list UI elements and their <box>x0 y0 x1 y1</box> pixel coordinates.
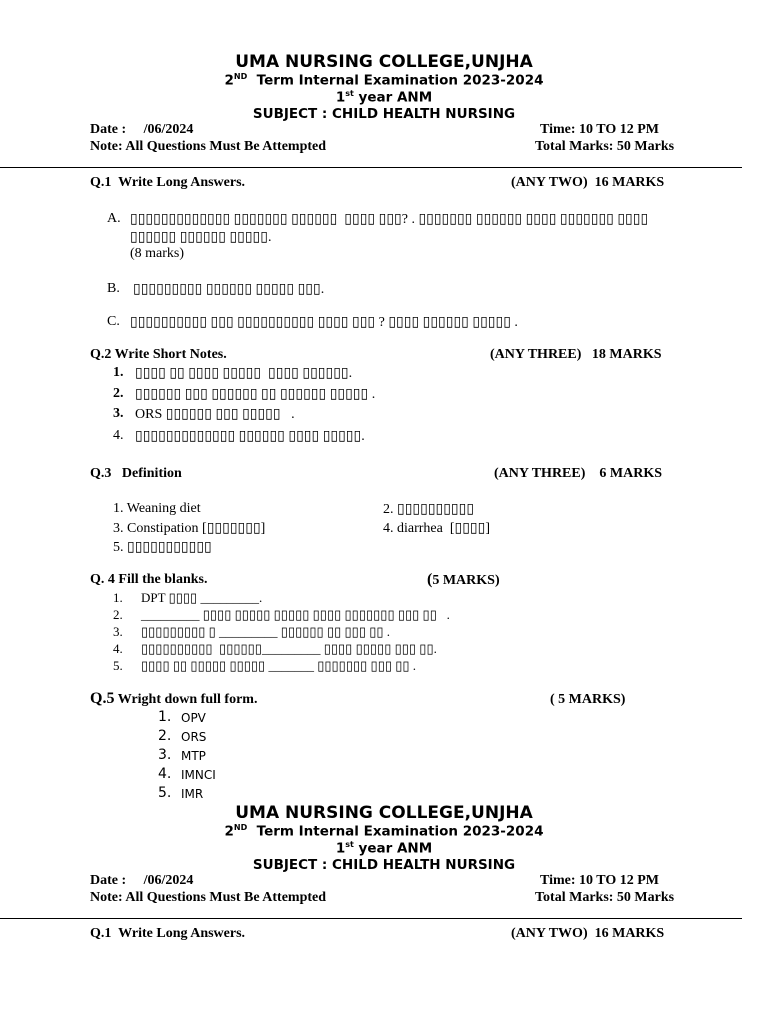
q4-title: Q. 4 Fill the blanks. <box>90 572 208 587</box>
q4-item-2-num: 2. <box>113 607 123 622</box>
q5-item-4-num: 4. <box>158 766 172 782</box>
q4-item-5-text: ▯▯▯▯ ▯▯ ▯▯▯▯▯ ▯▯▯▯▯ _______ ▯▯▯▯▯▯▯ ▯▯▯ ▯▯ . <box>141 658 417 673</box>
q1-item-c-label: C. <box>107 314 120 329</box>
year-text-2: year ANM <box>353 840 433 857</box>
q5-item-3-text: MTP <box>181 749 206 763</box>
q4-item-4-num: 4. <box>113 641 123 656</box>
q5-title-text: Wright down full form. <box>114 692 258 707</box>
year-line <box>0 89 768 106</box>
q5-number: Q.5 <box>90 690 115 707</box>
q1-item-a-marks: (8 marks) <box>130 246 185 261</box>
q5-item-1-num: 1. <box>158 709 172 725</box>
year-superscript: st <box>345 89 354 98</box>
q1-item-a-text: ▯▯▯▯▯▯▯▯▯▯▯▯▯ ▯▯▯▯▯▯▯ ▯▯▯▯▯▯ ▯▯▯▯ ▯▯▯? . ▯▯▯▯▯▯▯ ▯▯▯▯▯▯ ▯▯▯▯ ▯▯▯▯▯▯▯ ▯▯▯▯ <box>130 212 649 227</box>
q1-marks: (ANY TWO) 16 MARKS <box>511 175 665 190</box>
q2-item-2-num: 2. <box>113 386 124 401</box>
q4-item-4-text: ▯▯▯▯▯▯▯▯▯▯ ▯▯▯▯▯▯_________ ▯▯▯▯ ▯▯▯▯▯ ▯▯▯ ▯▯. <box>141 641 437 656</box>
q1-item-b-label: B. <box>107 281 120 296</box>
term-line-2 <box>0 823 768 840</box>
q4-item-3-text: ▯▯▯▯▯▯▯▯▯ ▯ _________ ▯▯▯▯▯▯ ▯▯ ▯▯▯ ▯▯ . <box>141 624 391 639</box>
q1-title-2: Q.1 Write Long Answers. <box>90 926 246 941</box>
q3-title: Q.3 Definition <box>90 466 182 481</box>
term-number: 2 <box>224 72 234 89</box>
exam-date: Date : /06/2024 <box>90 122 194 137</box>
year-text: year ANM <box>353 89 433 106</box>
q5-marks: ( 5 MARKS) <box>550 692 626 707</box>
term-superscript: ND <box>233 72 248 81</box>
q4-item-3-num: 3. <box>113 624 123 639</box>
q5-item-4-text: IMNCI <box>181 768 216 782</box>
q4-item-2-text: _________ ▯▯▯▯ ▯▯▯▯▯ ▯▯▯▯▯ ▯▯▯▯ ▯▯▯▯▯▯▯ ▯▯▯ ▯▯ . <box>141 607 450 622</box>
q4-item-1-num: 1. <box>113 590 123 605</box>
header-divider <box>0 167 742 168</box>
q2-item-4-text: ▯▯▯▯▯▯▯▯▯▯▯▯▯ ▯▯▯▯▯▯ ▯▯▯▯ ▯▯▯▯▯. <box>135 429 365 444</box>
q1-item-b-text: ▯▯▯▯▯▯▯▯▯ ▯▯▯▯▯▯ ▯▯▯▯▯ ▯▯▯. <box>133 282 325 297</box>
total-marks: Total Marks: 50 Marks <box>535 139 675 154</box>
year-number: 1 <box>335 89 346 106</box>
year-number-2: 1 <box>335 840 346 857</box>
q5-title <box>90 690 257 708</box>
college-title-2: UMA NURSING COLLEGE,UNJHA <box>235 803 533 823</box>
college-title: UMA NURSING COLLEGE,UNJHA <box>235 52 533 72</box>
q3-item-4: 4. diarrhea [▯▯▯▯] <box>383 521 490 536</box>
q1-item-a-text-cont: ▯▯▯▯▯▯ ▯▯▯▯▯▯ ▯▯▯▯▯. <box>130 230 272 245</box>
q2-item-1-num: 1. <box>113 365 124 380</box>
q4-marks-text: 5 MARKS) <box>432 573 500 588</box>
q2-item-3-num: 3. <box>113 406 124 421</box>
term-text-2: Term Internal Examination 2023-2024 <box>247 823 544 840</box>
header-divider-2 <box>0 918 742 919</box>
q5-item-5-num: 5. <box>158 785 172 801</box>
subject-line: SUBJECT : CHILD HEALTH NURSING <box>252 106 516 122</box>
total-marks-2: Total Marks: 50 Marks <box>535 890 675 905</box>
q3-item-3: 3. Constipation [▯▯▯▯▯▯▯] <box>113 521 266 536</box>
q2-item-2-text: ▯▯▯▯▯▯ ▯▯▯ ▯▯▯▯▯▯ ▯▯ ▯▯▯▯▯▯ ▯▯▯▯▯ . <box>135 387 376 402</box>
term-line <box>0 72 768 89</box>
term-text: Term Internal Examination 2023-2024 <box>247 72 544 89</box>
q5-item-3-num: 3. <box>158 747 172 763</box>
q4-marks-paren: ( <box>427 571 433 588</box>
exam-note: Note: All Questions Must Be Attempted <box>90 139 327 154</box>
exam-note-2: Note: All Questions Must Be Attempted <box>90 890 327 905</box>
year-superscript-2: st <box>345 840 354 849</box>
q1-item-c-text: ▯▯▯▯▯▯▯▯▯▯ ▯▯▯ ▯▯▯▯▯▯▯▯▯▯ ▯▯▯▯ ▯▯▯ ? ▯▯▯▯ ▯▯▯▯▯▯ ▯▯▯▯▯ . <box>130 315 518 330</box>
q3-marks: (ANY THREE) 6 MARKS <box>494 466 663 481</box>
q4-marks <box>427 571 500 589</box>
q1-marks-2: (ANY TWO) 16 MARKS <box>511 926 665 941</box>
q2-item-3-text: ORS ▯▯▯▯▯▯ ▯▯▯ ▯▯▯▯▯ . <box>135 407 295 422</box>
q2-title: Q.2 Write Short Notes. <box>90 347 227 362</box>
q1-item-a-label: A. <box>107 211 121 226</box>
exam-time-2: Time: 10 TO 12 PM <box>540 873 659 888</box>
q3-item-5: 5. ▯▯▯▯▯▯▯▯▯▯▯ <box>113 540 212 555</box>
q2-item-1-text: ▯▯▯▯ ▯▯ ▯▯▯▯ ▯▯▯▯▯ ▯▯▯▯ ▯▯▯▯▯▯. <box>135 366 353 381</box>
q4-item-1-text: DPT ▯▯▯▯ _________. <box>141 590 263 605</box>
q3-item-1: 1. Weaning diet <box>113 501 201 516</box>
q1-title: Q.1 Write Long Answers. <box>90 175 246 190</box>
q3-item-2: 2. ▯▯▯▯▯▯▯▯▯▯ <box>383 502 475 517</box>
subject-line-2: SUBJECT : CHILD HEALTH NURSING <box>252 857 516 873</box>
term-number-2: 2 <box>224 823 234 840</box>
q5-item-1-text: OPV <box>181 711 206 725</box>
q5-item-2-text: ORS <box>181 730 207 744</box>
exam-time: Time: 10 TO 12 PM <box>540 122 659 137</box>
year-line-2 <box>0 840 768 857</box>
term-superscript-2: ND <box>233 823 248 832</box>
q2-item-4-num: 4. <box>113 428 124 443</box>
q2-marks: (ANY THREE) 18 MARKS <box>490 347 662 362</box>
q4-item-5-num: 5. <box>113 658 123 673</box>
exam-date-2: Date : /06/2024 <box>90 873 194 888</box>
q5-item-5-text: IMR <box>181 787 204 801</box>
q5-item-2-num: 2. <box>158 728 172 744</box>
